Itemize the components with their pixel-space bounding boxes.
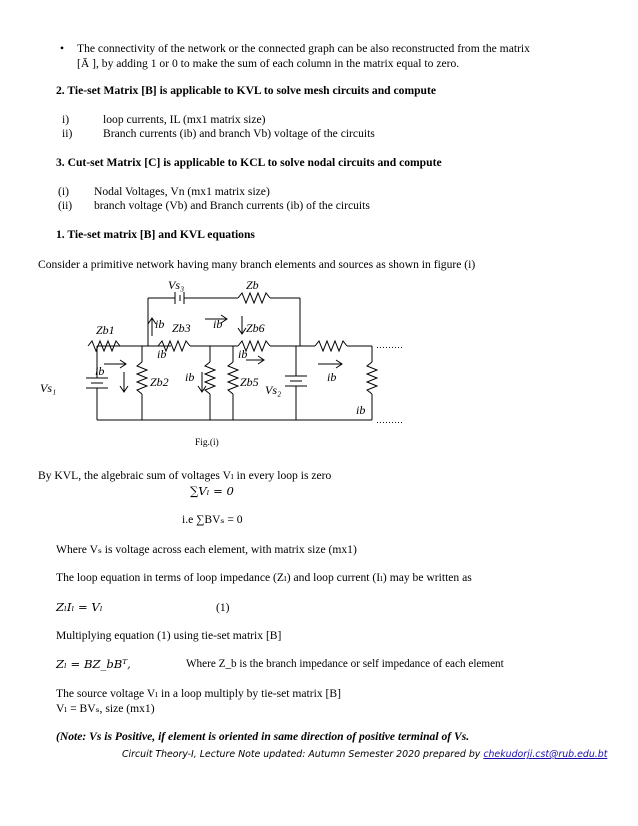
eq-vl: Vₗ = BVₛ, size (mx1) (56, 702, 155, 715)
footer (122, 749, 607, 761)
where-vs: Where Vₛ is voltage across each element, with matrix size (mx1) (56, 543, 357, 556)
intro-paragraph: Consider a primitive network having many branch elements and sources as shown in figure (i) (38, 258, 476, 271)
label-vs3: Vs₃ (168, 278, 185, 292)
eq-1-number: (1) (216, 601, 230, 614)
label-zb2: Zb2 (150, 375, 169, 389)
section-2-item-1-num: i) (62, 113, 70, 126)
label-ib-7: ib (327, 370, 337, 384)
section-2-item-1-text: loop currents, IL (mx1 matrix size) (103, 113, 266, 126)
label-ib-4: ib (238, 347, 248, 361)
figure-caption: Fig.(i) (195, 438, 219, 448)
label-zb5: Zb5 (240, 375, 259, 389)
label-dots-top: ……… (376, 340, 403, 350)
label-zb6: Zb6 (246, 321, 265, 335)
section-3-item-2-text: branch voltage (Vb) and Branch currents (ib) of the circuits (94, 199, 370, 212)
eq-1: ZₗIₗ = Vₗ (56, 600, 103, 614)
bullet-line-2: [Ā ], by adding 1 or 0 to make the sum of each column in the matrix equal to zero. (77, 57, 460, 70)
bullet-line-1: The connectivity of the network or the connected graph can be also reconstructed from the matrix (77, 42, 530, 55)
label-vs1: Vs₁ (40, 381, 57, 395)
multiply-line: Multiplying equation (1) using tie-set matrix [B] (56, 629, 282, 642)
section-2-heading: 2. Tie-set Matrix [B] is applicable to KVL to solve mesh circuits and compute (56, 84, 437, 97)
kvl-line: By KVL, the algebraic sum of voltages Vₗ in every loop is zero (38, 469, 332, 482)
section-3-heading: 3. Cut-set Matrix [C] is applicable to KCL to solve nodal circuits and compute (56, 156, 442, 169)
eq-sum-vl: ∑Vₗ = 0 (190, 484, 234, 498)
label-ib-1: ib (155, 317, 165, 331)
section-3-item-1-text: Nodal Voltages, Vn (mx1 matrix size) (94, 185, 270, 198)
label-zb1: Zb1 (96, 323, 115, 337)
label-zb-top: Zb (246, 278, 259, 292)
label-ib-5: ib (95, 364, 105, 378)
label-ib-6: ib (185, 370, 195, 384)
eq-zl: Zₗ = BZ_bBᵀ, (56, 657, 131, 671)
source-voltage-line: The source voltage Vₗ in a loop multiply by tie-set matrix [B] (56, 687, 341, 700)
label-vs2: Vs₂ (265, 383, 282, 397)
section-2-item-2-text: Branch currents (ib) and branch Vb) voltage of the circuits (103, 127, 375, 140)
label-ib-2: ib (213, 317, 223, 331)
label-ib-8: ib (356, 403, 366, 417)
section-3-item-1-num: (i) (58, 185, 69, 198)
footer-email-link[interactable]: chekudorji.cst@rub.edu.bt (483, 749, 608, 760)
where-zb: Where Z_b is the branch impedance or self impedance of each element (186, 658, 504, 670)
section-3-item-2-num: (ii) (58, 199, 73, 212)
label-ib-3: ib (157, 347, 167, 361)
note-line: (Note: Vs is Positive, if element is oriented in same direction of positive terminal of Vs. (56, 730, 470, 743)
eq-ie: i.e ∑BVₛ = 0 (182, 513, 243, 526)
label-zb3: Zb3 (172, 321, 191, 335)
loop-eq-intro: The loop equation in terms of loop impedance (Zₗ) and loop current (Iₗ) may be written as (56, 571, 472, 584)
bullet-dot: • (60, 42, 65, 55)
footer-text: Circuit Theory-I, Lecture Note updated: Autumn Semester 2020 prepared by (122, 749, 484, 760)
section-1-heading: 1. Tie-set matrix [B] and KVL equations (56, 228, 255, 241)
label-dots-bottom: ……… (376, 415, 403, 425)
section-2-item-2-num: ii) (62, 127, 73, 140)
